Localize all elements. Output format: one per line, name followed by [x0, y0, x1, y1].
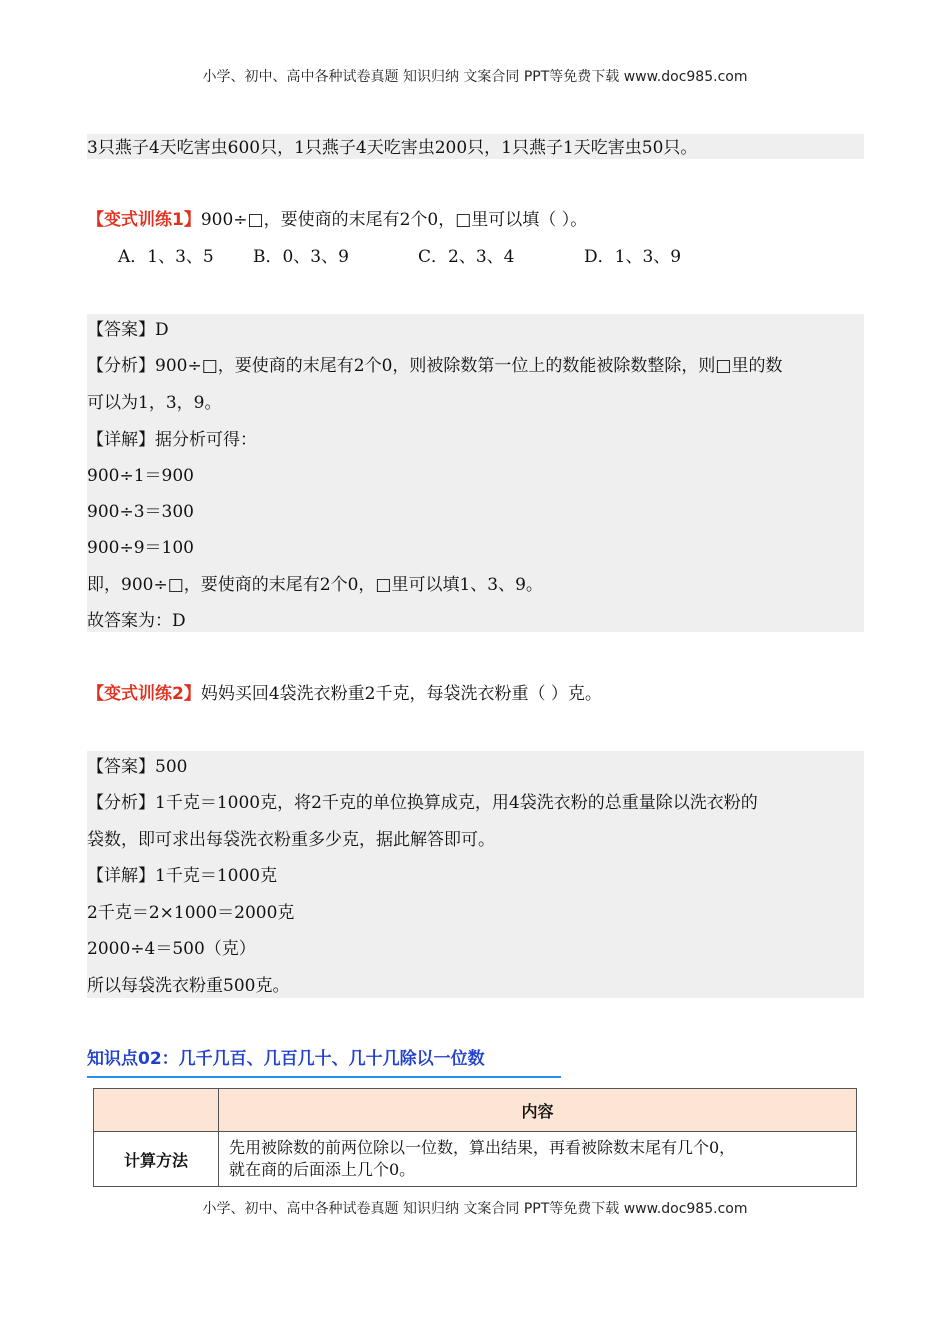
- answer-1-conclusion: 即，900÷□，要使商的末尾有2个0，□里可以填1、3、9。: [87, 575, 543, 595]
- question-2-text: 妈妈买回4袋洗衣粉重2千克，每袋洗衣粉重（ ）克。: [200, 684, 602, 704]
- page-header: 小学、初中、高中各种试卷真题 知识归纳 文案合同 PPT等免费下载 www.doc985.com: [202, 69, 748, 85]
- question-1-text: 900÷□，要使商的末尾有2个0，□里可以填（ ）。: [200, 210, 588, 230]
- answer-2-line: 【答案】500: [87, 757, 188, 777]
- table-header-empty: [94, 1089, 219, 1132]
- table-header-content: 内容: [219, 1089, 857, 1132]
- answer-1-detail: 【详解】据分析可得：: [87, 430, 257, 450]
- page-footer: 小学、初中、高中各种试卷真题 知识归纳 文案合同 PPT等免费下载 www.doc985.com: [202, 1201, 748, 1217]
- table-row-text-2: 就在商的后面添上几个0。: [229, 1160, 416, 1179]
- table-row-text-1: 先用被除数的前两位除以一位数，算出结果，再看被除数末尾有几个0，: [229, 1138, 736, 1157]
- answer-1-analysis: 【分析】900÷□，要使商的末尾有2个0，则被除数第一位上的数能被除数整除，则□里的数: [87, 356, 783, 376]
- answer-2-step-1: 2千克＝2×1000＝2000克: [87, 903, 295, 923]
- answer-1-analysis-cont: 可以为1，3，9。: [87, 393, 222, 413]
- option-a: A．1、3、5: [118, 247, 214, 267]
- answer-2-analysis-cont: 袋数，即可求出每袋洗衣粉重多少克，据此解答即可。: [87, 830, 495, 850]
- answer-2-step-2: 2000÷4＝500（克）: [87, 939, 256, 959]
- table-row-content: [219, 1132, 857, 1187]
- question-2: [87, 682, 602, 706]
- answer-2-analysis: 【分析】1千克＝1000克，将2千克的单位换算成克，用4袋洗衣粉的总重量除以洗衣粉的: [87, 793, 758, 813]
- question-2-tag: 【变式训练2】: [87, 684, 201, 704]
- knowledge-point-title: 知识点02：几千几百、几百几十、几十几除以一位数: [87, 1049, 485, 1069]
- option-b: B．0、3、9: [253, 247, 349, 267]
- table-header-row: [94, 1089, 857, 1132]
- option-d: D．1、3、9: [584, 247, 682, 267]
- knowledge-point-table: [93, 1088, 857, 1187]
- answer-2-detail: 【详解】1千克＝1000克: [87, 866, 278, 886]
- answer-1-step-2: 900÷3＝300: [87, 502, 194, 522]
- answer-2-conclusion: 所以每袋洗衣粉重500克。: [87, 976, 290, 996]
- answer-1-line: 【答案】D: [87, 320, 169, 340]
- option-c: C．2、3、4: [418, 247, 515, 267]
- question-1: [87, 208, 587, 232]
- table-row: [94, 1132, 857, 1187]
- knowledge-point-underline: [87, 1076, 561, 1078]
- question-1-tag: 【变式训练1】: [87, 210, 201, 230]
- answer-1-step-1: 900÷1＝900: [87, 466, 194, 486]
- answer-1-final: 故答案为：D: [87, 611, 186, 631]
- intro-line: 3只燕子4天吃害虫600只，1只燕子4天吃害虫200只，1只燕子1天吃害虫50只。: [87, 138, 698, 158]
- answer-1-step-3: 900÷9＝100: [87, 538, 194, 558]
- table-row-label: 计算方法: [94, 1132, 219, 1187]
